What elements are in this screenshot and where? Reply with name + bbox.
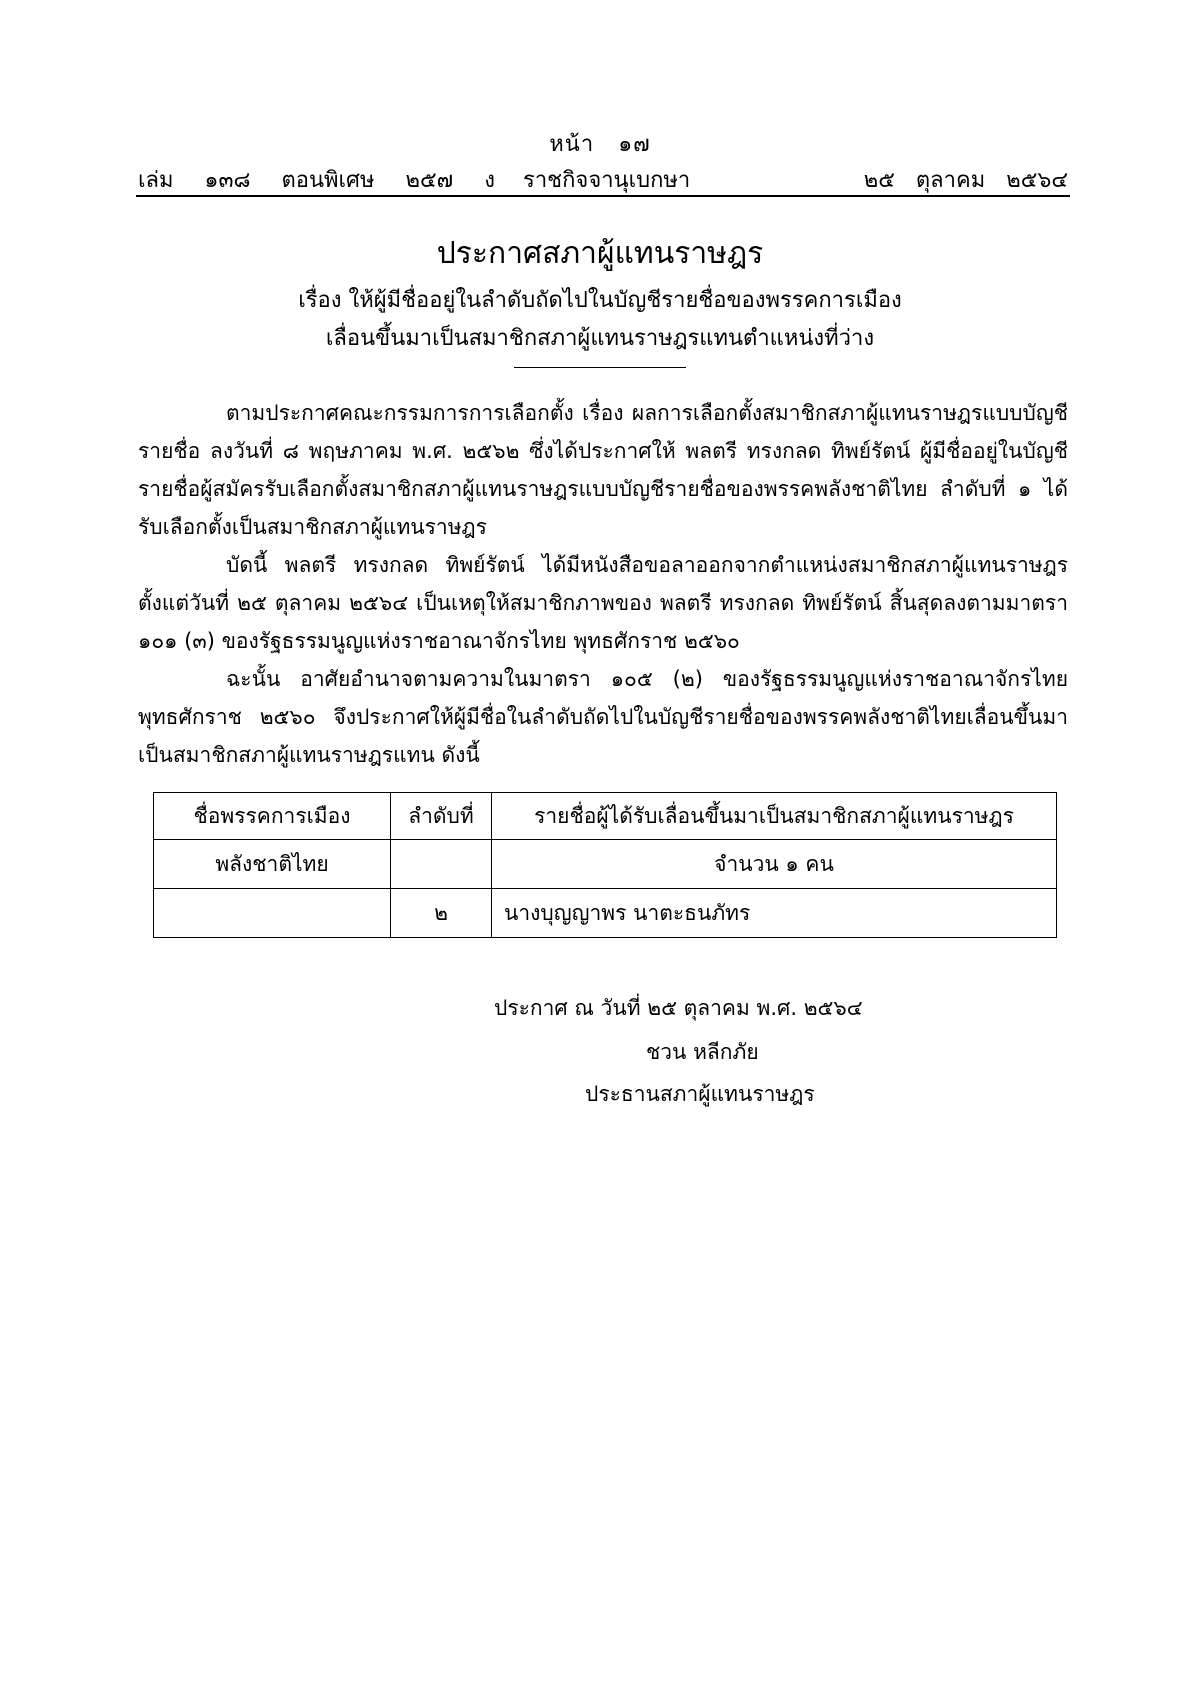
gazette-header	[138, 162, 1068, 192]
date-day: ๒๕	[863, 168, 895, 193]
empty-cell	[154, 889, 391, 938]
page-label: หน้า	[549, 132, 595, 157]
member-count: จำนวน ๑ คน	[492, 840, 1057, 889]
party-name: พลังชาติไทย	[154, 840, 391, 889]
publication-date	[850, 162, 1068, 197]
header-member-name: รายชื่อผู้ได้รับเลื่อนขึ้นมาเป็นสมาชิกสภาผู้แทนราษฎร	[492, 793, 1057, 840]
section-label: ตอนพิเศษ	[281, 168, 375, 193]
header-order: ลำดับที่	[391, 793, 492, 840]
subject-line-1: เรื่อง ให้ผู้มีชื่ออยู่ในลำดับถัดไปในบัญชีรายชื่อของพรรคการเมือง	[298, 288, 902, 313]
signer-position: ประธานสภาผู้แทนราษฎร	[585, 1082, 815, 1106]
empty-cell	[391, 840, 492, 889]
table-header-row	[154, 793, 1057, 840]
signer-name: ชวน หลีกภัย	[646, 1040, 759, 1064]
body-paragraph-2	[138, 546, 1068, 660]
volume-info	[138, 162, 509, 197]
volume-number: ๑๓๘	[204, 168, 251, 193]
paragraph-1-text: ตามประกาศคณะกรรมการการเลือกตั้ง เรื่อง ผลการเลือกตั้งสมาชิกสภาผู้แทนราษฎรแบบบัญชีรายชื่อ ลงวันที่ ๘ พฤษภาคม พ.ศ. ๒๕๖๒ ซึ่งได้ประกาศให้ พลตรี ทรงกลด ทิพย์รัตน์ ผู้มีชื่ออยู่ในบัญชีรายชื่อผู้สมัครรับเลือกตั้งสมาชิกสภาผู้แทนราษฎรแบบบัญชีรายชื่อของพรรคพลังชาติไทย ลำดับที่ ๑ ได้รับเลือกตั้งเป็นสมาชิกสภาผู้แทนราษฎร	[138, 401, 1068, 539]
announcement-date: ประกาศ ณ วันที่ ๒๕ ตุลาคม พ.ศ. ๒๕๖๔	[494, 996, 863, 1020]
table-row	[154, 889, 1057, 938]
announcement-title: ประกาศสภาผู้แทนราษฎร	[436, 236, 764, 271]
publication-name: ราชกิจจานุเบกษา	[523, 168, 691, 193]
member-table	[153, 792, 1057, 938]
member-order: ๒	[391, 889, 492, 938]
page-number	[0, 126, 1200, 161]
body-paragraph-3	[138, 660, 1068, 774]
member-name: นางบุญญาพร นาตะธนภัทร	[492, 889, 1057, 938]
date-year: ๒๕๖๔	[1006, 168, 1068, 193]
volume-label: เล่ม	[138, 168, 174, 193]
table-row	[154, 840, 1057, 889]
paragraph-3-text: ฉะนั้น อาศัยอำนาจตามความในมาตรา ๑๐๕ (๒) ของรัฐธรรมนูญแห่งราชอาณาจักรไทยพุทธศักราช ๒๕๖๐ จึงประกาศให้ผู้มีชื่อในลำดับถัดไปในบัญชีรายชื่อของพรรคพลังชาติไทยเลื่อนขึ้นมาเป็นสมาชิกสภาผู้แทนราษฎรแทน ดังนี้	[138, 667, 1068, 767]
body-paragraph-1	[138, 394, 1068, 546]
section-suffix: ง	[484, 168, 495, 193]
title-divider	[514, 367, 686, 368]
section-number: ๒๕๗	[405, 168, 454, 193]
header-party: ชื่อพรรคการเมือง	[154, 793, 391, 840]
date-month: ตุลาคม	[915, 168, 986, 193]
subject-line-2: เลื่อนขึ้นมาเป็นสมาชิกสภาผู้แทนราษฎรแทนตำแหน่งที่ว่าง	[325, 326, 875, 351]
page-number-value: ๑๗	[618, 132, 651, 157]
header-divider	[136, 195, 1070, 197]
paragraph-2-text: บัดนี้ พลตรี ทรงกลด ทิพย์รัตน์ ได้มีหนังสือขอลาออกจากตำแหน่งสมาชิกสภาผู้แทนราษฎรตั้งแต่วันที่ ๒๕ ตุลาคม ๒๕๖๔ เป็นเหตุให้สมาชิกภาพของ พลตรี ทรงกลด ทิพย์รัตน์ สิ้นสุดลงตามมาตรา ๑๐๑ (๓) ของรัฐธรรมนูญแห่งราชอาณาจักรไทย พุทธศักราช ๒๕๖๐	[138, 553, 1068, 653]
